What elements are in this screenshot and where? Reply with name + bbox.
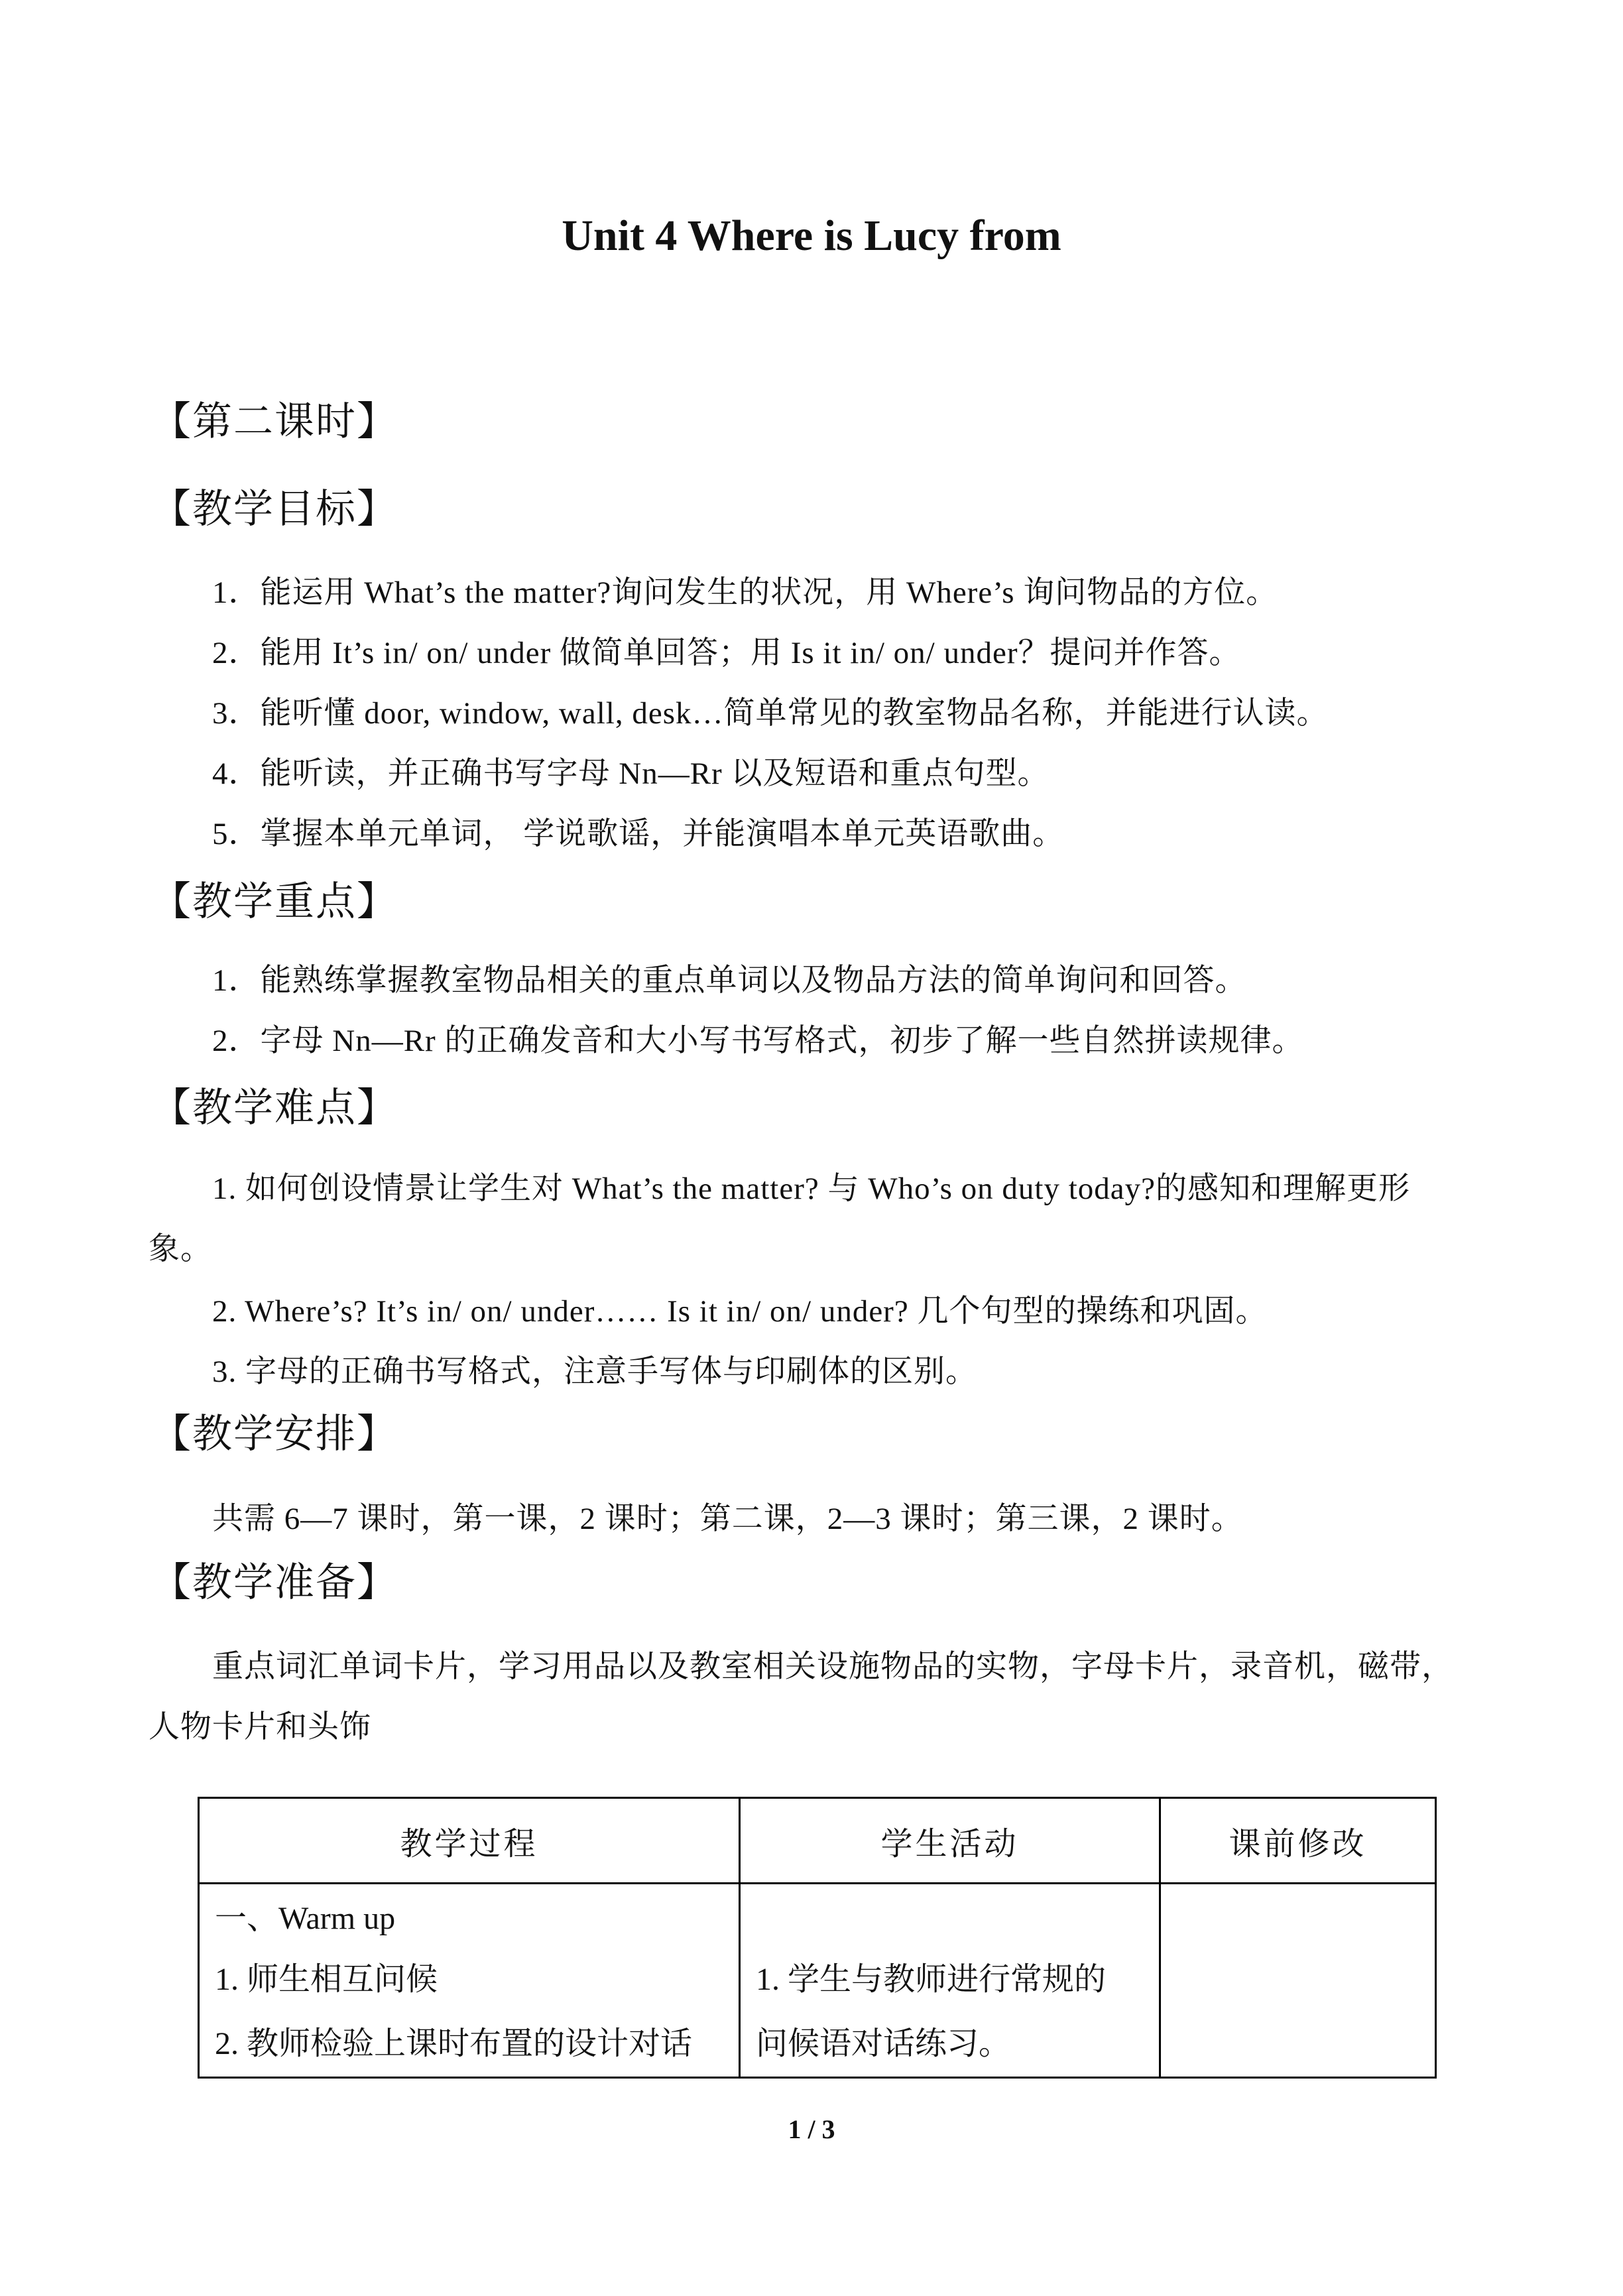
- key-point-item: 2．字母 Nn—Rr 的正确发音和大小写书写格式，初步了解一些自然拼读规律。: [212, 1024, 1304, 1058]
- difficulties-heading: 【教学难点】: [151, 1086, 398, 1130]
- activity-cell: [740, 1884, 1160, 2078]
- preparation-text-continuation: 人物卡片和头饰: [149, 1710, 371, 1744]
- objective-item: 4．能听读，并正确书写字母 Nn—Rr 以及短语和重点句型。: [212, 756, 1050, 791]
- objective-item: 3．能听懂 door, window, wall, desk…简单常见的教室物品名称，并能进行认读。: [212, 696, 1329, 731]
- arrangement-text: 共需 6—7 课时，第一课，2 课时；第二课，2—3 课时；第三课，2 课时。: [212, 1502, 1243, 1536]
- preparation-heading: 【教学准备】: [151, 1561, 398, 1604]
- difficulty-item: 1. 如何创设情景让学生对 What’s the matter? 与 Who’s on duty today?的感知和理解更形: [212, 1172, 1411, 1206]
- process-line: 1. 师生相互问候: [215, 1962, 438, 1997]
- process-line: 一、Warm up: [215, 1901, 396, 1936]
- lesson-label: 【第二课时】: [151, 400, 398, 444]
- header-process: 教学过程: [199, 1798, 740, 1884]
- revision-cell: [1160, 1884, 1436, 2078]
- preparation-text: 重点词汇单词卡片，学习用品以及教室相关设施物品的实物，字母卡片，录音机，磁带，: [212, 1650, 1453, 1684]
- header-activity: 学生活动: [740, 1798, 1160, 1884]
- document-title: Unit 4 Where is Lucy from: [562, 211, 1061, 260]
- table-header-row: [199, 1798, 1436, 1884]
- objective-item: 5．掌握本单元单词， 学说歌谣，并能演唱本单元英语歌曲。: [212, 817, 1065, 851]
- objective-item: 1．能运用 What’s the matter?询问发生的状况，用 Where’s 询问物品的方位。: [212, 575, 1278, 610]
- objectives-heading: 【教学目标】: [151, 487, 398, 531]
- arrangement-heading: 【教学安排】: [151, 1412, 398, 1456]
- process-line: 2. 教师检验上课时布置的设计对话: [215, 2026, 693, 2061]
- process-cell: [199, 1884, 740, 2078]
- activity-line: 问候语对话练习。: [756, 2026, 1011, 2061]
- difficulty-item-continuation: 象。: [149, 1232, 212, 1266]
- header-revision: 课前修改: [1160, 1798, 1436, 1884]
- activity-line: 1. 学生与教师进行常规的: [756, 1962, 1107, 1997]
- difficulty-item: 2. Where’s? It’s in/ on/ under…… Is it in/ on/ under? 几个句型的操练和巩固。: [212, 1294, 1268, 1329]
- page-number: 1 / 3: [788, 2114, 835, 2144]
- objective-item: 2．能用 It’s in/ on/ under 做简单回答；用 Is it in/ on/ under？提问并作答。: [212, 636, 1241, 670]
- teaching-process-table: [198, 1797, 1437, 2079]
- difficulty-item: 3. 字母的正确书写格式，注意手写体与印刷体的区别。: [212, 1355, 977, 1389]
- table-row: [199, 1884, 1436, 2078]
- key-point-item: 1．能熟练掌握教室物品相关的重点单词以及物品方法的简单询问和回答。: [212, 963, 1247, 998]
- key-points-heading: 【教学重点】: [151, 880, 398, 924]
